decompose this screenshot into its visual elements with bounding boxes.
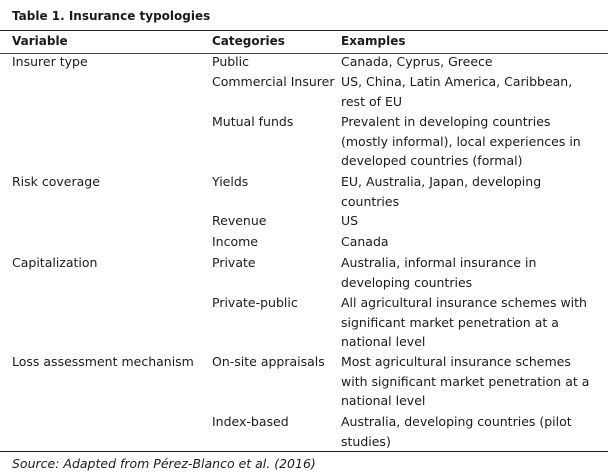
row-category: Private-public (212, 295, 298, 310)
example-line: Most agricultural insurance schemes (341, 354, 571, 369)
row-examples (341, 412, 572, 451)
example-line: Canada (341, 234, 389, 249)
example-line: national level (341, 393, 426, 408)
table-header-rule (0, 53, 608, 54)
table-top-rule (0, 30, 608, 31)
row-category: Public (212, 54, 249, 69)
example-line: Canada, Cyprus, Greece (341, 54, 493, 69)
row-category: On-site appraisals (212, 354, 325, 369)
row-variable: Risk coverage (12, 174, 100, 189)
row-examples (341, 253, 536, 292)
row-category: Private (212, 255, 256, 270)
row-examples (341, 52, 493, 72)
example-line: national level (341, 334, 426, 349)
example-line: (mostly informal), local experiences in (341, 133, 581, 149)
table-caption: Table 1. Insurance typologies (12, 9, 211, 23)
row-category: Yields (212, 174, 249, 189)
row-category: Commercial Insurer (212, 74, 335, 89)
example-line: developed countries (formal) (341, 153, 523, 168)
row-variable: Capitalization (12, 255, 98, 270)
example-line: countries (341, 193, 400, 209)
row-examples (341, 293, 587, 352)
row-variable: Insurer type (12, 54, 88, 69)
example-line: with significant market penetration at a (341, 373, 590, 389)
row-examples (341, 112, 581, 171)
example-line: US (341, 213, 359, 228)
example-line: All agricultural insurance schemes with (341, 295, 587, 310)
example-line: significant market penetration at a (341, 314, 559, 330)
row-category: Index-based (212, 414, 289, 429)
table-bottom-rule (0, 451, 608, 452)
example-line: Prevalent in developing countries (341, 114, 551, 129)
example-line: Australia, informal insurance in (341, 255, 537, 270)
header-variable: Variable (12, 34, 68, 48)
row-category: Revenue (212, 213, 267, 228)
row-examples (341, 172, 541, 211)
example-line: studies) (341, 433, 391, 449)
header-categories: Categories (212, 34, 285, 48)
example-line: EU, Australia, Japan, developing (341, 174, 542, 189)
table-source-note: Source: Adapted from Pérez-Blanco et al. (2016) (12, 456, 316, 471)
example-line: rest of EU (341, 93, 403, 109)
row-category: Income (212, 234, 258, 249)
example-line: developing countries (341, 274, 473, 290)
header-examples: Examples (341, 34, 406, 48)
row-examples (341, 352, 589, 411)
example-line: Australia, developing countries (pilot (341, 414, 572, 429)
row-variable: Loss assessment mechanism (12, 354, 194, 369)
row-examples (341, 211, 358, 231)
row-examples (341, 232, 389, 252)
example-line: US, China, Latin America, Caribbean, (341, 74, 573, 89)
row-examples (341, 72, 572, 111)
row-category: Mutual funds (212, 114, 294, 129)
